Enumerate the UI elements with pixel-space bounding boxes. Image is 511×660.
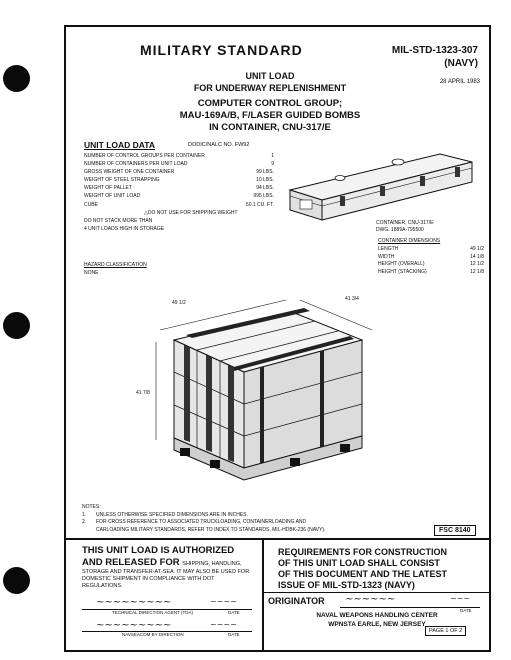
data-row	[84, 160, 274, 168]
tda-signature: ~~~~~~~~~	[96, 597, 172, 608]
container-dimensions-heading: CONTAINER DIMENSIONS	[378, 238, 441, 244]
dimension-row	[378, 261, 484, 269]
navseacom-date-label: DATE	[228, 632, 240, 637]
container-dimensions-table	[378, 246, 484, 276]
data-value: 1	[271, 153, 274, 159]
dimension-label: WIDTH	[378, 253, 395, 260]
not-for-shipping-note: △DO NOT USE FOR SHIPPING WEIGHT	[144, 209, 238, 216]
originator-date-label: DATE	[460, 608, 472, 613]
req-line-4: ISSUE OF MIL-STD-1323 (NAVY)	[278, 580, 415, 590]
data-row	[84, 176, 274, 184]
auth-line-1: THIS UNIT LOAD IS AUTHORIZED	[82, 545, 235, 556]
authorization-block	[82, 545, 252, 570]
title-block-2	[120, 98, 420, 134]
data-label: WEIGHT OF UNIT LOAD	[84, 193, 141, 200]
originator-signature-line	[340, 607, 480, 608]
document-title: MILITARY STANDARD	[140, 42, 303, 58]
data-value: 99 LBS.	[256, 169, 274, 176]
unit-load-data-table	[84, 152, 274, 233]
bottom-vertical-divider	[262, 538, 264, 652]
fsc-box: FSC 8140	[434, 525, 476, 536]
auth-line-2: AND RELEASED FOR SHIPPING, HANDLING,	[82, 557, 242, 568]
notes-heading: NOTES:	[82, 504, 101, 510]
auth-line-4: DOMESTIC SHIPMENT IN COMPLIANCE WITH DOT REGULATIONS.	[82, 576, 215, 589]
data-value: 94 LBS.	[256, 185, 274, 192]
auth-line-3: STORAGE AND TRANSFER-AT-SEA. IT MAY ALSO BE USED FOR	[82, 569, 250, 575]
data-row	[84, 168, 274, 176]
data-value: 10 LBS.	[256, 177, 274, 184]
requirements-block	[278, 547, 488, 591]
dimension-row	[378, 254, 484, 262]
binder-hole-bottom	[3, 567, 30, 594]
note-item: CARLOADING MILITARY STANDARDS, REFER TO INDEX TO STANDARDS, MIL-HDBK-236 (NAVY).	[96, 526, 326, 533]
container-illustration	[280, 148, 480, 223]
org-line-2: WPNSTA EARLE, NEW JERSEY	[328, 621, 426, 628]
data-value: 50.1 CU. FT.	[245, 201, 274, 208]
dodic-number: DODIC/NALC NO. FW92	[188, 142, 250, 148]
data-row	[84, 192, 274, 200]
note-item: 2. FOR CROSS REFERENCE TO ASSOCIATED TRUCKLOADING, CONTAINERLOADING AND	[82, 519, 307, 525]
document-number	[378, 44, 478, 70]
dimension-label: HEIGHT (OVERALL)	[378, 261, 425, 267]
unit-load-drawing	[140, 290, 400, 505]
data-label: WEIGHT OF STEEL STRAPPING	[84, 177, 160, 184]
note-item: 1. UNLESS OTHERWISE SPECIFIED DIMENSIONS ARE IN INCHES.	[82, 511, 248, 518]
originator-signature: ~~~~~~	[345, 594, 396, 605]
dim-length-label: 49 1/2	[172, 300, 186, 306]
req-line-3: OF THIS DOCUMENT AND THE LATEST	[278, 569, 447, 579]
authorization-details	[82, 569, 252, 590]
dimension-value: 12 1/2	[470, 261, 484, 267]
data-row	[84, 201, 274, 209]
title-line-3: COMPUTER CONTROL GROUP;	[197, 98, 343, 109]
org-line-1: NAVAL WEAPONS HANDLING CENTER	[316, 612, 438, 619]
dimension-label: LENGTH	[378, 246, 399, 252]
data-label: WEIGHT OF PALLET	[84, 185, 132, 192]
navseacom-label: NAVSEACOM BY DIRECTION	[122, 632, 184, 637]
notes-block	[82, 504, 382, 534]
data-label: NUMBER OF CONTROL GROUPS PER CONTAINER	[84, 153, 205, 159]
tda-label: TECHNICAL DIRECTION AGENT (TDA)	[112, 610, 194, 615]
dim-height-label: 41 7/8	[136, 390, 150, 396]
title-line-1: UNIT LOAD	[245, 71, 295, 81]
unit-load-data-heading: UNIT LOAD DATA	[84, 140, 155, 150]
warning-triangle-icon: △	[144, 209, 148, 216]
req-line-2: OF THIS UNIT LOAD SHALL CONSIST	[278, 558, 440, 568]
title-line-4: MAU-169A/B, F/LASER GUIDED BOMBS	[179, 110, 361, 121]
doc-branch-text: (NAVY)	[444, 58, 478, 69]
dimension-value: 49 1/2	[470, 246, 484, 252]
data-label: NUMBER OF CONTAINERS PER UNIT LOAD	[84, 161, 188, 168]
document-date: 28 APRIL 1983	[439, 79, 480, 85]
originator-label: ORIGINATOR	[268, 596, 325, 606]
navseacom-signature: ~~~~~~~~~	[96, 620, 172, 631]
dimension-row	[378, 246, 484, 254]
data-label: GROSS WEIGHT OF ONE CONTAINER	[84, 169, 175, 176]
data-value: 9	[271, 161, 274, 168]
data-row	[84, 184, 274, 192]
dim-width-label: 41 3/4	[345, 296, 359, 302]
tda-date-label: DATE	[228, 610, 240, 615]
originator-signature-date: ~~~	[450, 594, 471, 603]
container-caption-2: DWG. 1889A-795500	[376, 227, 424, 233]
data-row	[84, 152, 274, 160]
req-line-1: REQUIREMENTS FOR CONSTRUCTION	[278, 547, 448, 557]
title-line-2: FOR UNDERWAY REPLENISHMENT	[193, 83, 347, 93]
title-block-1	[120, 70, 420, 94]
hazard-value: NONE	[84, 270, 99, 276]
hazard-heading: HAZARD CLASSIFICATION	[84, 262, 147, 268]
data-label: CUBE	[84, 201, 98, 208]
binder-hole-top	[3, 65, 30, 92]
navseacom-signature-date: ~~~~	[210, 620, 237, 629]
dimension-row	[378, 269, 484, 277]
originator-divider	[262, 592, 491, 593]
data-value: 995 LBS.	[253, 193, 274, 200]
binder-hole-middle	[3, 312, 30, 339]
page-number: PAGE 1 OF 2	[425, 626, 466, 636]
doc-number-text: MIL-STD-1323-307	[391, 45, 478, 56]
dimension-value: 14 1/8	[470, 253, 484, 260]
tda-signature-date: ~~~~	[210, 597, 237, 606]
container-caption-1: CONTAINER, CNU-317/E	[376, 220, 434, 226]
stack-note-2: 4 UNIT LOADS HIGH IN STORAGE	[84, 225, 165, 232]
title-line-5: IN CONTAINER, CNU-317/E	[209, 122, 331, 133]
dimension-value: 12 1/8	[470, 268, 484, 275]
bottom-divider	[64, 538, 491, 540]
container-caption	[376, 220, 433, 234]
dimension-label: HEIGHT (STACKING)	[378, 268, 427, 275]
stack-note-1: DO NOT STACK MORE THAN	[84, 217, 153, 224]
